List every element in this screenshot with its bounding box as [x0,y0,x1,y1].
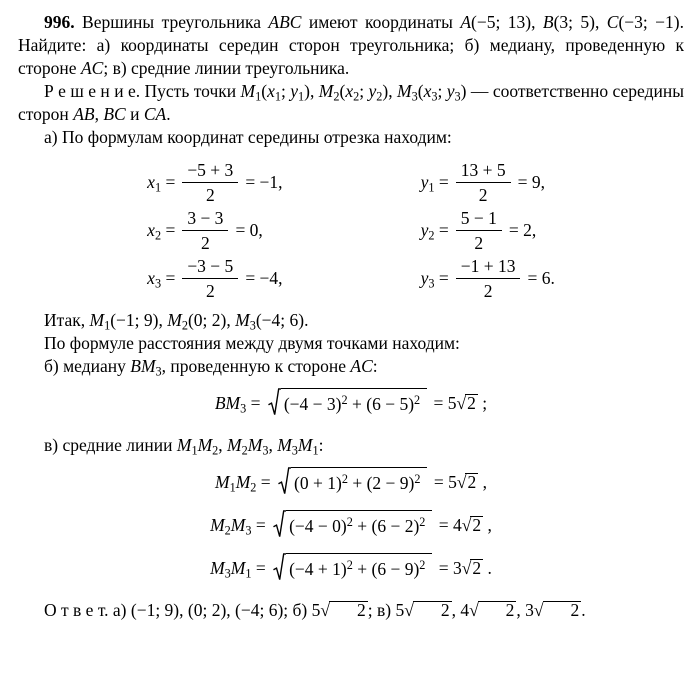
step-v-heading: в) средние линии $M_1M_2$, $M_2M_3$, $M_3M_1$: [44,435,324,458]
step-a-heading: а) По формулам координат середины отрезка находим: [44,127,452,147]
square-root [273,510,432,538]
equation-lhs: $M_2M_3$ = [210,515,271,538]
fraction [456,160,511,205]
equation-rhs: = 0, [235,219,263,240]
radicand: $(-4 - 0)^2 + (6 - 2)^2$ [286,510,432,538]
equation-lhs: $x_2$ = [147,219,176,242]
fraction [456,256,521,301]
radical-icon [273,510,286,538]
distance-formula-note: По формуле расстояния между двумя точками находим: [44,333,460,353]
equation-rhs: = −1, [245,171,283,192]
fraction [182,208,228,253]
equation-lhs: $x_3$ = [147,267,176,290]
radicand: $(0 + 1)^2 + (2 - 9)^2$ [291,467,427,495]
numerator: −5 + 3 [187,159,234,180]
equation-rhs: = 6. [527,267,555,288]
equation-rhs: = 2, [508,219,537,240]
answer-line: О т в е т. а) (−1; 9), (0; 2), (−4; 6); б) 5√ 2 ; в) 5√ 2 , 4√ 2 , 3√ 2 . [44,600,586,620]
numerator: 3 − 3 [187,207,224,228]
denominator: 2 [456,278,521,301]
fraction [182,160,238,205]
solution-intro: Р е ш е н и е. Пусть точки $M_1(x_1$; $y_1$), $M_2(x_2$; $y_2$), $M_3(x_3$; $y_3$) — соответственно середины сторон AB, BC и CA. [18,81,684,124]
fraction [456,208,502,253]
x-equations-column [147,158,282,302]
denominator: 2 [182,230,228,253]
equation-rhs: = 4√2 , [434,515,492,536]
fraction [182,256,238,301]
radical-icon [273,553,286,581]
numerator: 5 − 1 [460,207,497,228]
equation-lhs: $BM_3$ = [214,393,265,416]
numerator: −3 − 5 [187,255,234,276]
equation-rhs: = −4, [245,267,283,288]
equation-lhs: $M_1M_2$ = [215,472,276,495]
equation-y3 [421,254,555,302]
square-root [278,467,427,495]
equation-rhs: = 9, [517,171,545,192]
midline-equation-2 [18,513,684,541]
equation-rhs: = 5√2 , [429,472,487,493]
radicand: $(-4 + 1)^2 + (6 - 9)^2$ [286,553,432,581]
equation-lhs: $M_3M_1$ = [210,558,271,581]
equation-lhs: $y_3$ = [420,267,449,290]
equation-y2 [421,206,555,254]
equation-lhs: $y_2$ = [420,219,449,242]
square-root [268,388,427,416]
equation-rhs: = 3√2 . [434,558,492,579]
denominator: 2 [456,230,502,253]
radicand: $(-4 - 3)^2 + (6 - 5)^2$ [281,388,427,416]
midline-equation-3 [18,556,684,584]
equation-x1 [147,158,282,206]
y-equations-column [421,158,555,302]
denominator: 2 [456,182,511,205]
radical-icon [278,467,291,495]
denominator: 2 [182,278,238,301]
median-equation [18,391,684,419]
square-root [273,553,432,581]
equation-x2 [147,206,282,254]
step-b-heading: б) медиану $BM_3$, проведенную к стороне AC: [44,356,378,379]
equation-y1 [421,158,555,206]
problem-statement: 996. Вершины треугольника ABC имеют координаты A(−5; 13), B(3; 5), C(−3; −1). Найдите: а) координаты середин сторон треугольника; б) медиану, проведенную к стороне AC; в) средние линии треугольника. [18,12,685,78]
midpoints-result: Итак, $M_1(-1$; 9), $M_2(0$; 2), $M_3(-4$; 6). [44,310,309,333]
midpoint-equations-block [18,158,684,302]
midline-equation-1 [18,470,684,498]
numerator: −1 + 13 [460,255,516,276]
radical-icon [268,388,281,416]
equation-x3 [147,254,282,302]
numerator: 13 + 5 [460,159,506,180]
equation-lhs: $x_1$ = [147,171,176,194]
equation-rhs: = 5√2 ; [429,393,488,414]
equation-lhs: $y_1$ = [420,171,449,194]
denominator: 2 [182,182,238,205]
